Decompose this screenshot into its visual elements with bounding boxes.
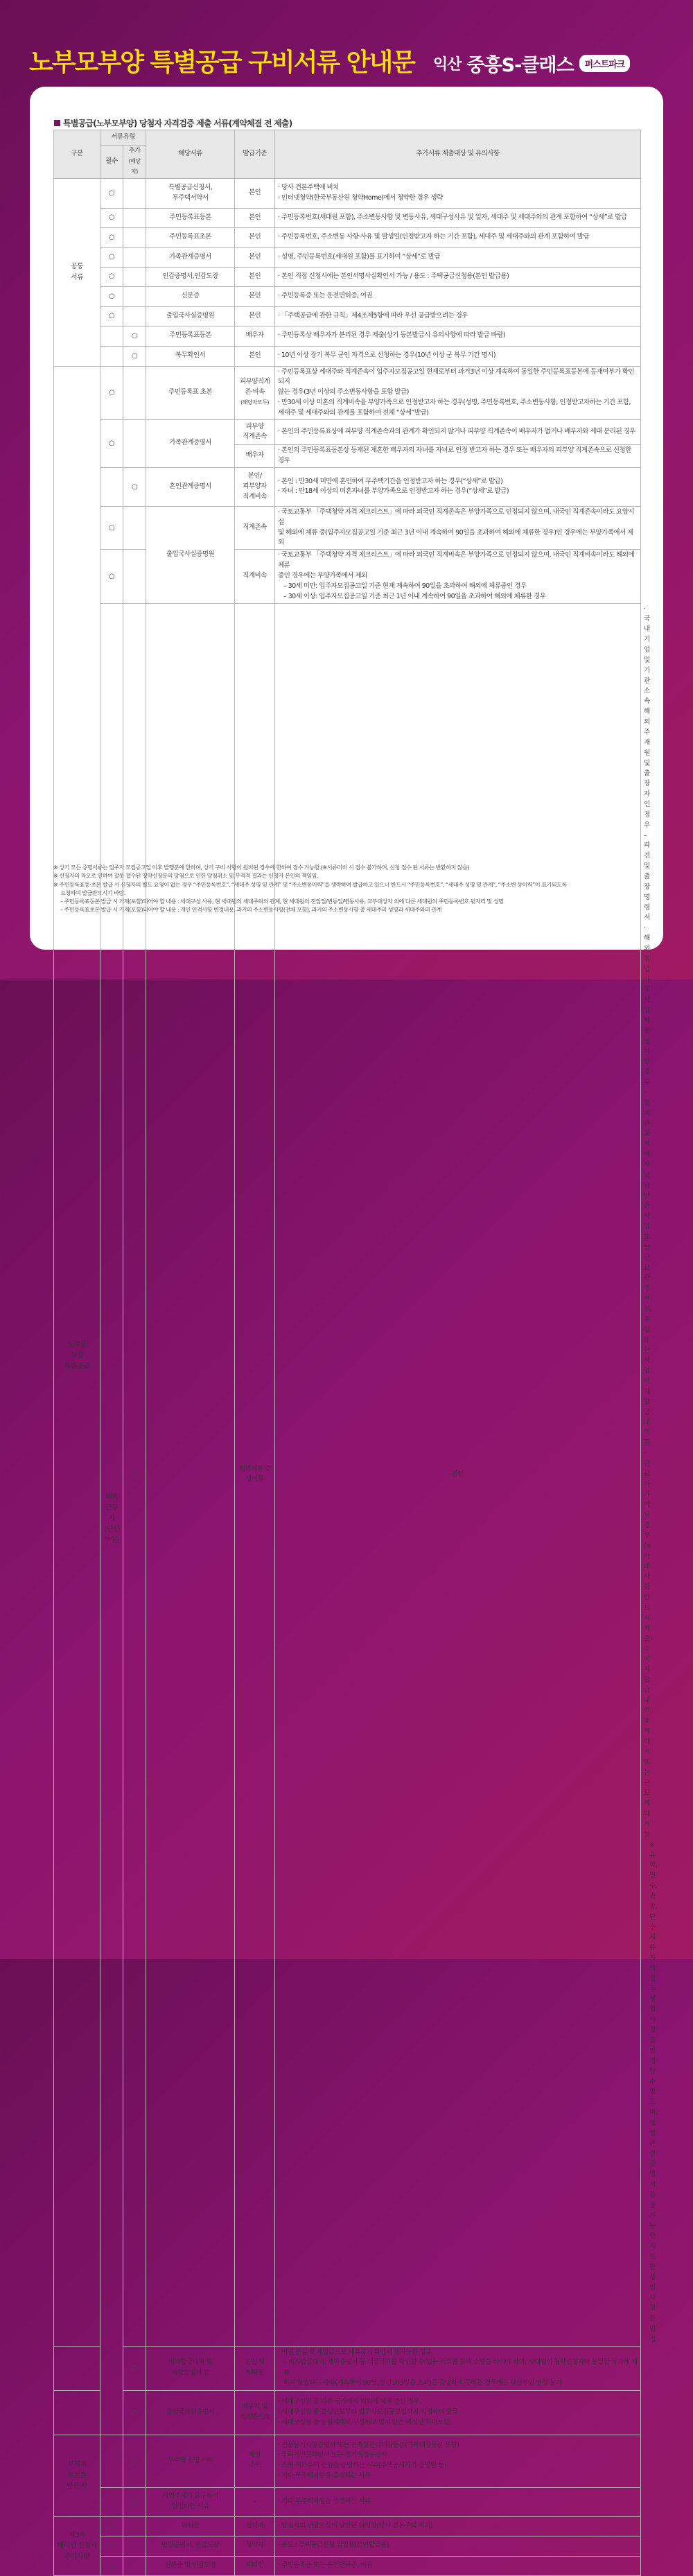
doc-name: 무주택 소명 서류 [146,2435,235,2487]
issue-basis: 본인 [235,267,275,286]
doc-name: 가족관계증명서 [146,247,235,267]
required-mark: ○ [123,603,146,2346]
doc-notes: · 10년 이상 장기 복무 군인 자격으로 신청하는 경우(10년 이상 군 복무 기간 명시) [275,346,641,366]
doc-name: 비자발급내역 및 재학증명서 등 [146,2346,235,2390]
table-row [54,227,641,247]
doc-name: 주민등록표 초본 [146,366,235,419]
required-mark: ○ [100,227,123,247]
table-row [54,366,641,419]
table-row [54,2435,641,2487]
issue-basis: 본인 [235,227,275,247]
issue-basis: 본인 [275,603,641,2346]
header-additional [123,146,146,179]
additional-mark: ○ [123,2390,146,2435]
issue-basis: 배우자 [235,444,275,467]
doc-notes: · 주민등록번호(세대원 포함), 주소변동사항 및 변동사유, 세대구성사유 및 일자, 세대주 및 세대주와의 관계 포함하여 “상세”로 발급 [275,208,641,227]
footnote: ※ 상기 모든 증명서류는 입주자 모집공고일 이후 발행분에 한하며, 상기 구비 사항이 원비된 경우에 한하여 접수 가능함.(※서류미비 시 접수 불가하며, 신청 접수 된 서류는 반환하지 않음) [53,864,470,871]
header [0,0,693,87]
header-additional-label: 추가 [128,147,141,155]
doc-name: 위임장 [146,2516,235,2536]
table-row [54,2536,641,2556]
required-mark: ○ [100,506,123,549]
doc-name: 해외체류 증빙서류 [235,603,275,2346]
additional-mark: ○ [123,2346,146,2390]
additional-mark: ○ [123,326,146,346]
issue-basis: 피부양직계 존·비속 (해당자모두) [235,366,275,419]
footnote: ※ 신청자의 착오로 인하여 잘못 접수된 청약신청분의 당첨으로 인한 당첨취소 및 부적격 결과는 신청자 본인의 책임임. [53,872,318,880]
footnote: – 주민등록표등본 발급 시 기재(포함)되어야 할 내용 : 세대구성 사유, 현 세대원의 세대주와의 관계, 현 세대원의 전입일/변동일/변동사유, 교부대상자 외에 다른 세대원의 주민등록번호 뒷자리 및 성명 [60,898,504,905]
doc-notes: · 당사 견본주택에 비치 · 인터넷청약(한국부동산원 청약Home)에서 청약한 경우 생략 [275,178,641,208]
brand-location: 익산 [433,56,462,73]
header-notes: 추가서류 제출대상 및 유의사항 [275,130,641,179]
table-row: 해외 근무자 (단신부임) ○ 해외체류 증빙서류 본인 · 국내기업 및 기관소속 해외 주재원 및 출장자인 경우 – 파견 및 출장명령서 · 해외 취업자 및 사업체 운영자인 경우 – 현지 관공서에서 발급받은 사업 또는 근로 관련 서류, 취업 또는 사업비자 발급내역 등 · 근로자가 아닌 경우(※아래사항 반드시 제출) ① 비자 발급내역 ② 계약서 또는 근로계약서 등 ※ 유학,연수,관광,단순체류자의 경우 생업사정을 인정할 수 없으며, 생업관련 증빙서류 불가능한 자 또한 생업사정 불인정 [54,603,641,2346]
header-basis: 발급기준 [235,130,275,179]
group-nonhousing: 부적격 통보를 받은 자 [54,2435,100,2516]
doc-notes: · 본인의 주민등록표등본상 등재된 재혼한 배우자의 자녀를 자녀로 인정 받고자 하는 경우 또는 배우자의 피부양 직계존속으로 신청한 경우 [275,444,641,467]
doc-name: 신분증 및 인감도장 [146,2556,235,2575]
doc-name: 신분증 [146,286,235,306]
footnote: 요청하여 발급받으시기 바람. [60,889,125,896]
doc-name: 혼인관계증명서 [146,467,235,506]
required-mark: ○ [100,306,123,326]
table-row [54,286,641,306]
doc-notes: · 주민등록상 배우자가 분리된 경우 제출(상기 등본발급시 유의사항에 따라 발급 바람) [275,326,641,346]
issue-basis: 본인 [235,208,275,227]
table-row [54,2487,641,2516]
additional-mark: ○ [123,467,146,506]
doc-notes: · 주민등록번호, 주소변동 사항·사유 및 발생일(인정받고자 하는 기간 포함), 세대주 및 세대주와의 관계 포함하여 발급 [275,227,641,247]
doc-notes: · 당첨자의 인감도장이 날인된 위임장(당사 견본주택 비치) [275,2516,641,2536]
doc-name: 특별공급신청서, 무주택서약서 [146,178,235,208]
additional-mark: ○ [123,2435,146,2487]
table-row [54,247,641,267]
required-mark: ○ [100,2516,123,2536]
table-row [54,178,641,208]
table-row [54,2556,641,2575]
issue-basis: 본인 및 세대원 [235,2346,275,2390]
doc-notes: · 여권 분실 및 재발급으로 체류국가 확인이 불가능한 경우 – 비자발급내역, 재학증명서 등 체류국가를 확인할 수 있는 서류를 통해 소명을 하여야 하며, 세대원이 청약신청자와 동일한 국가에 체류 하지 않았다는 사실(계속하여 90일, 연간183일을 초과)을 증명하지 못하는 경우에는 단신부임 인정 불가 [275,2346,641,2390]
required-mark: ○ [100,366,123,419]
doc-name: 출입국사실증명원 [146,506,235,603]
doc-name: 출입국사실증명원 [146,306,235,326]
footnotes [53,863,641,914]
issue-basis: 직계존속 [235,506,275,549]
issue-basis: 본인 [235,306,275,326]
doc-name: 주민등록표등본 [146,326,235,346]
table-header-row [54,130,641,146]
content-panel [30,87,663,2570]
doc-notes: · 국토교통부 「주택청약 자격 체크리스트」에 따라 외국인 직계비속은 부양가족으로 인정되지 않으며, 내국인 직계비속이라도 해외에 체류 중인 경우에는 부양가족에서 제외 – 30세 미만: 입주자모집공고일 기준 현재 계속하여 90일을 초과하여 해외에 체류중인 경우 – 30세 이상: 입주자모집공고일 기준 최근 1년 이내 계속하여 90일을 초과하여 해외에 체류한 경우 [275,550,641,603]
doc-notes: · 성명, 주민등록번호(세대원 포함)를 표기하여 “상세”로 발급 [275,247,641,267]
issue-basis: 본인/ 피부양자 직계비속 [235,467,275,506]
additional-mark: ○ [123,2487,146,2516]
required-mark: ○ [100,2536,123,2556]
doc-notes: · 용도 : 주택공급신청 위임용(본인발급용) [275,2536,641,2556]
doc-notes: · 주민등록증 또는 운전면허증, 여권 [275,2556,641,2575]
table-row [54,550,641,603]
brand-name: 중흥S-클래스 [466,55,574,76]
doc-name: 복무확인서 [146,346,235,366]
required-mark: ○ [100,286,123,306]
required-mark: ○ [100,208,123,227]
required-mark: ○ [100,2556,123,2575]
table-row [54,346,641,366]
doc-name: 주민등록표등본 [146,208,235,227]
issue-basis: 대리인 [235,2556,275,2575]
issue-basis: 청약자 [235,2536,275,2556]
documents-table [53,130,658,2576]
issue-basis: 본인 [235,178,275,208]
table-row [54,267,641,286]
brand-badge: 퍼스트파크 [579,55,631,72]
group-proxy: 제3자 대리인 신청시 추가사항 [54,2516,100,2575]
issue-basis: 배우자 [235,326,275,346]
doc-notes: · 본인 직접 신청시에는 본인서명사실확인서 가능 / 용도 : 주택공급신청용(본인 발급용) [275,267,641,286]
section-title [54,117,292,129]
doc-notes: · 세대구성원 중 다른 국가에서 해외에 체류 중인 경우, · 세대구성원 중 출생년도부터 입주자모집공고일까지 지정하여 발급. · 세대구성원 중 동일세대로 구성하고 있지 않은 미성년 자녀포함. [275,2390,641,2435]
required-mark: ○ [100,247,123,267]
footnote: – 주민등록표초본 발급 시 기재(포함)되어야 할 내용 : 개인 인적사항 변경내용, 과거의 주소변동사항(전체 포함), 과거의 주소변동사항 중 세대주의 성명과 세대주와의 관계 [60,906,441,914]
additional-mark: ○ [123,346,146,366]
required-mark: ○ [100,419,123,467]
issue-basis: 해당 주택 [235,2435,275,2487]
header-category: 구분 [54,130,100,179]
square-bullet-icon [54,120,60,126]
doc-notes: · 본인 : 만30세 미만에 혼인하여 무주택기간을 인정받고자 하는 경우(“상세”로 발급) · 자녀 : 만18세 이상의 미혼자녀를 부양가족으로 인정받고자 하는 경우(“상세”로 발급) [275,467,641,506]
doc-notes: · 국토교통부 「주택청약 자격 체크리스트」에 따라 외국인 직계존속은 부양가족으로 인정되지 않으며, 내국인 직계존속이라도 요양시설 및 해외에 체류 중(입주자모집공고일 기준 최근 3년 이내 계속하여 90일을 초과하여 해외에 체류한 경우)인 경우에는 부양가족에서 제외 [275,506,641,549]
issue-basis: 직계비속 [235,550,275,603]
group-parent-support: 노부모 부양 특별공급 [54,366,100,2346]
required-mark: ○ [100,550,123,603]
doc-notes: · 「주택공급에 관한 규칙」제4조제5항에 따라 우선 공급받으려는 경우 [275,306,641,326]
doc-name: 인감증명서, 인감도장 [146,2536,235,2556]
issue-basis: 청약자 [235,2516,275,2536]
doc-notes: · 건물등기사항증명서 또는 건축물관리대장등본(가옥대장등본 포함) · 무허가건물확인서 또는 철거예정증명서 · 소형·저가주택 등임을 증명하는 서류(주택공시가격 증명원 등) · 기타 무주택자임을 증명하는 서류 [275,2435,641,2487]
required-mark: ○ [100,267,123,286]
section-title-text: 특별공급(노부모부양) 당첨자 자격검증 제출 서류(계약체결 전 제출) [63,119,292,128]
issue-basis: 배우자 및 직계존비속 [235,2390,275,2435]
group-common: 공통 서류 [54,178,100,366]
issue-basis: 피부양 직계존속 [235,419,275,444]
page-title: 노부모부양 특별공급 구비서류 안내문 [29,49,415,77]
doc-notes: · 본인의 주민등록표상에 피부양 직계존속과의 관계가 확인되지 않거나 피부양 직계존속이 배우자가 없거나 배우자와 세대 분리된 경우 [275,419,641,444]
header-required: 필수 [100,146,123,179]
table-row [54,208,641,227]
header-document: 해당서류 [146,130,235,179]
doc-notes: · 주민등록증 또는 운전면허증, 여권 [275,286,641,306]
issue-basis: 본인 [235,346,275,366]
brand-logo [433,50,630,77]
issue-basis: 본인 [235,286,275,306]
header-doc-type: 서류유형 [100,130,146,146]
required-mark: ○ [100,178,123,208]
header-additional-sub: (해당자) [128,157,141,175]
table-row [54,2516,641,2536]
table-row [54,2346,641,2390]
footnote: ※ 주민등록표등·초본 발급 시 신청자의 별도 요청이 없는 경우 “주민등록번호”, “세대주 성명 및 관계” 및 “주소변동이력”을 생략하여 발급하고 있으니 반드시 “주민등록번호”, “세대주 성명 및 관계”, “주소변 동이력”이 표기되도록 [53,880,567,888]
doc-name: 가족관계증명서 [146,419,235,467]
doc-name: 출입국사실증명서 [146,2390,235,2435]
table-row [54,306,641,326]
issue-basis: – [235,2487,275,2516]
table-row [54,506,641,549]
group-overseas: 해외 근무자 (단신부임) [100,603,123,2435]
doc-notes: · 주민등록표상 세대주와 직계존속이 입주자모집공고일 현재로부터 과거3년 이상 계속하여 동일한 주민등록표등본에 등재여부가 확인되지 않는 경우(3년 이상의 주소변동사항을 포함 발급) · 만30세 이상 미혼의 직계비속을 부양가족으로 인정받고자 하는 경우(성명, 주민등록번호, 주소변동사항, 인정받고자하는 기간 포함, 세대주 및 세대주와의 관계를 포함하여 전체 “상세”발급) [275,366,641,419]
doc-name: 사업주체가 요구하여 인정하는 서류 [146,2487,235,2516]
table-row [54,2390,641,2435]
table-row [54,467,641,506]
table-row [54,326,641,346]
doc-name: 주민등록표초본 [146,227,235,247]
doc-name: 인감증명서,인감도장 [146,267,235,286]
table-row [54,419,641,444]
doc-notes: · 기타 무주택자임을 증명하는 서류 [275,2487,641,2516]
issue-basis: 본인 [235,247,275,267]
